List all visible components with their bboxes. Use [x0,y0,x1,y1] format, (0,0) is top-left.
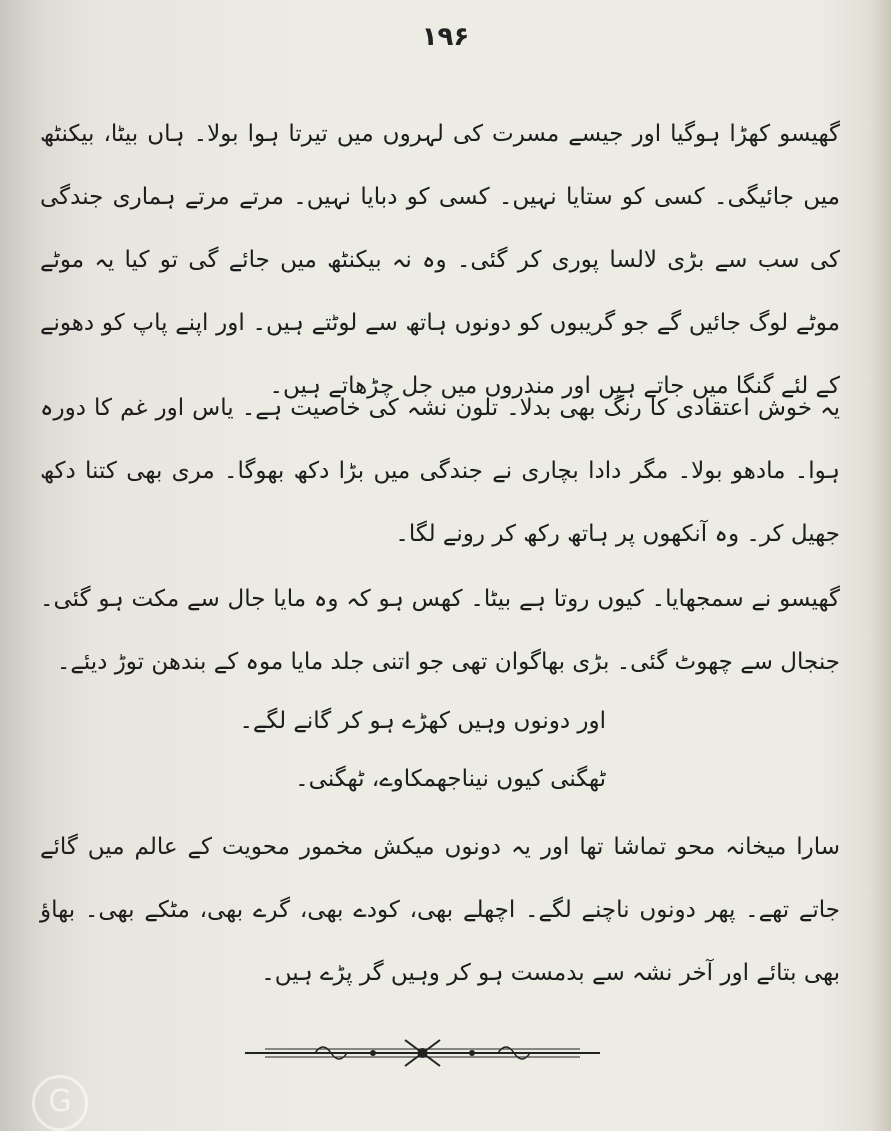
paragraph-3: گھیسو نے سمجھایا۔ کیوں روتا ہے بیٹا۔ کھس ہو کہ وہ مایا جال سے مکت ہو گئی۔ جنجال سے چھوٹ گئی۔ بڑی بھاگوان تھی جو اتنی جلد مایا موہ کے بندھن توڑ دیئے۔ [40,586,840,675]
paragraph-2: یہ خوش اعتقادی کا رنگ بھی بدلا۔ تلون نشہ کی خاصیت ہے۔ یاس اور غم کا دورہ ہوا۔ مادھو بولا۔ مگر دادا بچاری نے جندگی میں بڑا دکھ بھوگا۔ مری بھی کتنا دکھ جھیل کر۔ وہ آنکھوں پر ہاتھ رکھ کر رونے لگا۔ [40,395,840,547]
closing-paragraph: سارا میخانہ محو تماشا تھا اور یہ دونوں میکش مخمور محویت کے عالم میں گائے جاتے تھے۔ پھر دونوں ناچنے لگے۔ اچھلے بھی، کودے بھی، گرے بھی، مٹکے بھی۔ بھاؤ بھی بتائے اور آخر نشہ سے بدمست ہو کر وہیں گر پڑے ہیں۔ [40,834,840,986]
ornamental-divider [245,1036,600,1070]
song-verse-line: ٹھگنی کیوں نیناجھمکاوے، ٹھگنی۔ [295,766,606,792]
watermark-logo: G [32,1075,88,1131]
paragraph-1: گھیسو کھڑا ہوگیا اور جیسے مسرت کی لہروں میں تیرتا ہوا بولا۔ ہاں بیٹا، بیکنٹھ میں جائیگی۔ کسی کو ستایا نہیں۔ کسی کو دبایا نہیں۔ مرتے مرتے ہماری جندگی کی سب سے بڑی لالسا پوری کر گئی۔ وہ نہ بیکنٹھ میں جائے گی تو کیا یہ موٹے موٹے لوگ جائیں گے جو گریبوں کو دونوں ہاتھ سے لوٹتے ہیں۔ اور اپنے پاپ کو دھونے کے لئے گنگا میں جاتے ہیں اور مندروں میں جل چڑھاتے ہیں۔ [40,121,840,399]
song-intro-line: اور دونوں وہیں کھڑے ہو کر گانے لگے۔ [239,708,606,734]
page-number: ۱۹۶ [421,22,470,52]
